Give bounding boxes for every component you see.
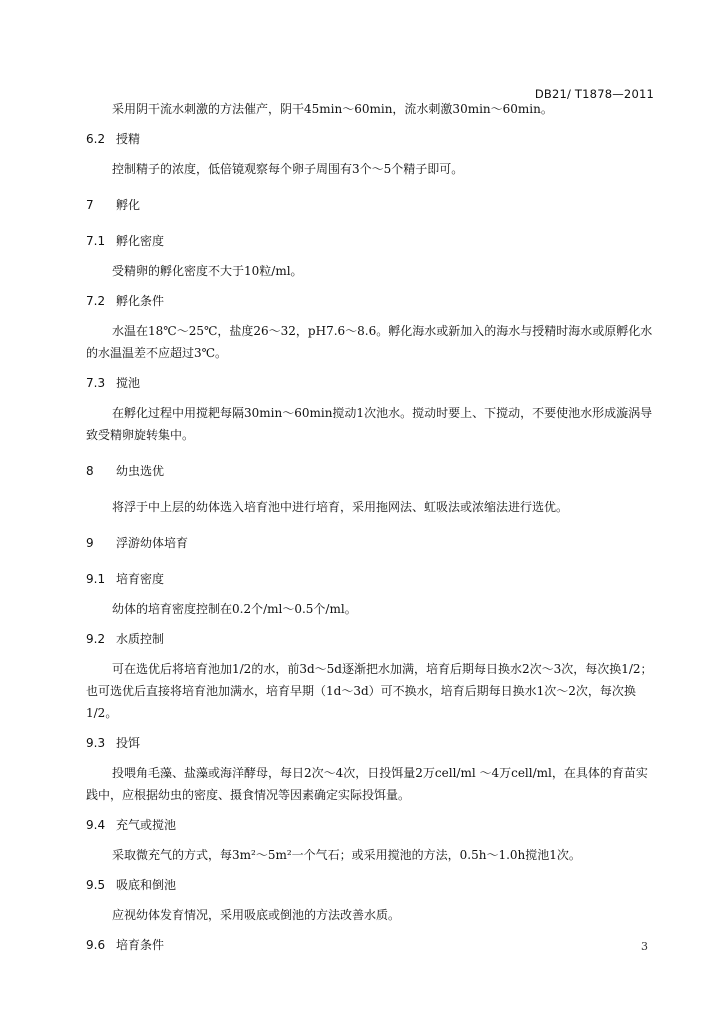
section-number: 9.2 bbox=[86, 632, 106, 646]
section-number: 7.1 bbox=[86, 234, 106, 248]
section-heading-9-2 bbox=[86, 628, 656, 650]
section-title: 搅池 bbox=[116, 376, 141, 390]
section-heading-7-3 bbox=[86, 372, 656, 394]
page-number: 3 bbox=[641, 940, 648, 953]
section-heading-9 bbox=[86, 532, 656, 554]
section-heading-9-6 bbox=[86, 934, 656, 956]
paragraph: 采取微充气的方式，每3m²～5m²一个气石；或采用搅池的方法，0.5h～1.0h搅池1次。 bbox=[112, 848, 581, 862]
section-title: 水质控制 bbox=[116, 632, 165, 646]
paragraph: 投喂角毛藻、盐藻或海洋酵母，每日2次～4次，日投饵量2万cell/ml ～4万cell/ml，在具体的育苗实践中，应根据幼虫的密度、摄食情况等因素确定实际投饵量。 bbox=[86, 766, 648, 802]
section-title: 充气或搅池 bbox=[116, 818, 177, 832]
section-heading-8 bbox=[86, 460, 656, 482]
section-heading-9-1 bbox=[86, 568, 656, 590]
paragraph: 采用阴干流水刺激的方法催产，阴干45min～60min，流水刺激30min～60min。 bbox=[112, 102, 553, 116]
section-title: 培育条件 bbox=[116, 938, 165, 952]
section-heading-7-1 bbox=[86, 230, 656, 252]
paragraph: 应视幼体发育情况，采用吸底或倒池的方法改善水质。 bbox=[112, 908, 401, 922]
section-heading-7-2 bbox=[86, 290, 656, 312]
section-number: 6.2 bbox=[86, 132, 106, 146]
section-number: 9.4 bbox=[86, 818, 106, 832]
section-heading-9-3 bbox=[86, 732, 656, 754]
section-title: 吸底和倒池 bbox=[116, 878, 177, 892]
section-heading-9-5 bbox=[86, 874, 656, 896]
section-title: 孵化 bbox=[116, 198, 141, 212]
section-number: 9.3 bbox=[86, 736, 106, 750]
paragraph: 可在选优后将培育池加1/2的水，前3d～5d逐渐把水加满，培育后期每日换水2次～3次，每次换1/2；也可选优后直接将培育池加满水，培育早期（1d～3d）可不换水，培育后期每日换水1次～2次，每次换1/2。 bbox=[86, 662, 653, 720]
section-number: 8 bbox=[86, 464, 94, 478]
section-number: 9 bbox=[86, 536, 94, 550]
section-number: 9.1 bbox=[86, 572, 106, 586]
document-body bbox=[86, 98, 656, 956]
paragraph: 受精卵的孵化密度不大于10粒/ml。 bbox=[112, 264, 303, 278]
paragraph: 在孵化过程中用搅耙每隔30min～60min搅动1次池水。搅动时要上、下搅动，不要使池水形成漩涡导致受精卵旋转集中。 bbox=[86, 406, 653, 442]
section-heading-9-4 bbox=[86, 814, 656, 836]
section-title: 浮游幼体培育 bbox=[116, 536, 189, 550]
section-title: 孵化密度 bbox=[116, 234, 165, 248]
section-number: 7.2 bbox=[86, 294, 106, 308]
section-number: 9.5 bbox=[86, 878, 106, 892]
paragraph: 幼体的培育密度控制在0.2个/ml～0.5个/ml。 bbox=[112, 602, 357, 616]
doc-code: DB21/ T1878—2011 bbox=[534, 87, 654, 101]
section-number: 7.3 bbox=[86, 376, 106, 390]
section-number: 7 bbox=[86, 198, 94, 212]
section-title: 投饵 bbox=[116, 736, 141, 750]
paragraph: 将浮于中上层的幼体选入培育池中进行培育，采用拖网法、虹吸法或浓缩法进行选优。 bbox=[112, 500, 569, 514]
section-title: 幼虫选优 bbox=[116, 464, 165, 478]
section-heading-6-2 bbox=[86, 128, 656, 150]
paragraph: 控制精子的浓度，低倍镜观察每个卵子周围有3个～5个精子即可。 bbox=[112, 162, 464, 176]
section-title: 授精 bbox=[116, 132, 141, 146]
section-title: 孵化条件 bbox=[116, 294, 165, 308]
paragraph: 水温在18℃～25℃，盐度26～32，pH7.6～8.6。孵化海水或新加入的海水与授精时海水或原孵化水的水温温差不应超过3℃。 bbox=[86, 324, 653, 360]
section-title: 培育密度 bbox=[116, 572, 165, 586]
section-heading-7 bbox=[86, 194, 656, 216]
section-number: 9.6 bbox=[86, 938, 106, 952]
